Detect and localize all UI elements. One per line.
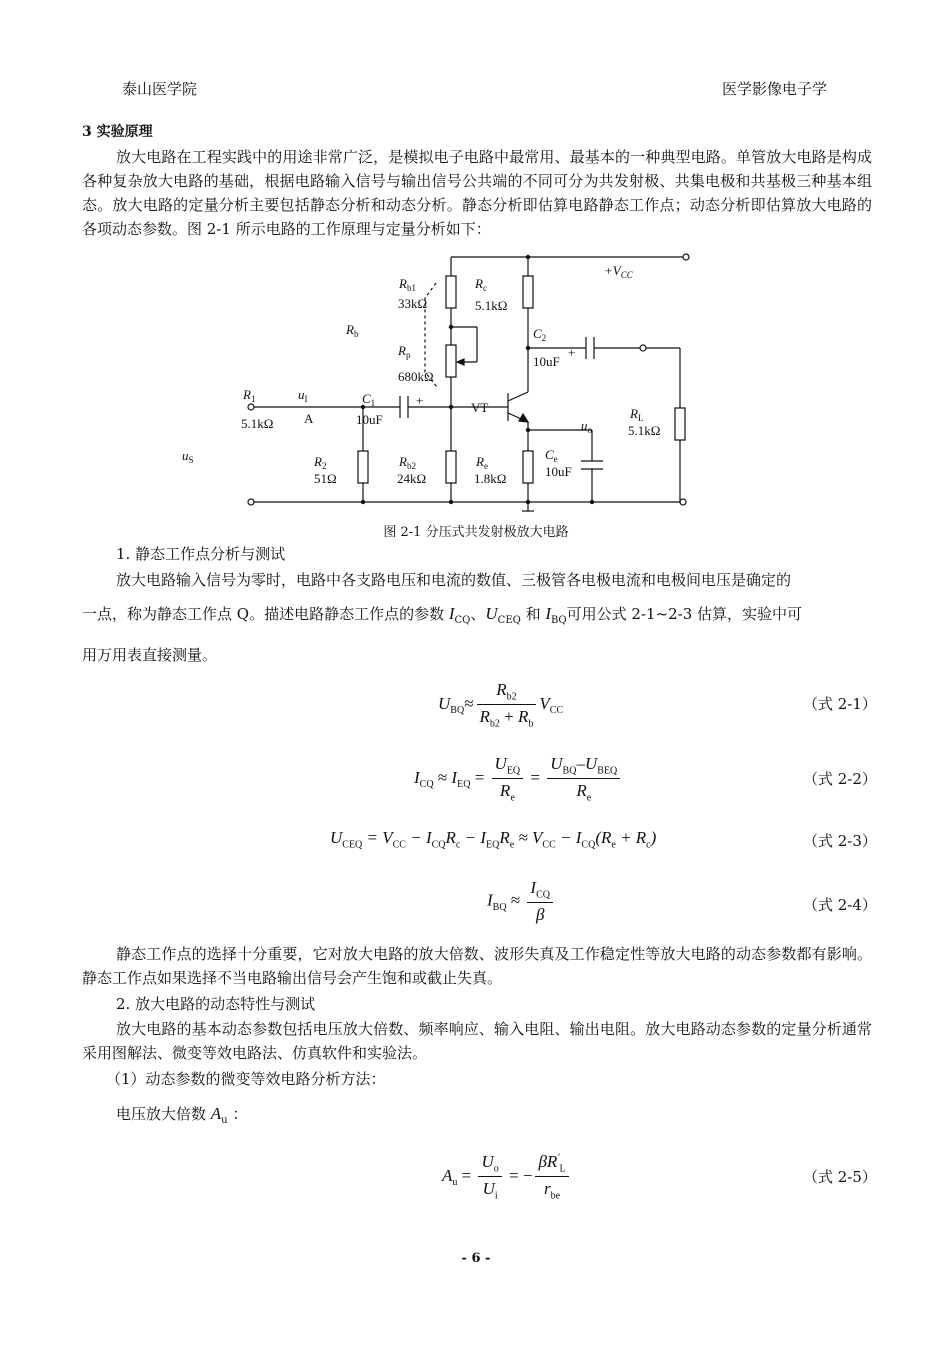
label-uo: u (581, 418, 588, 433)
s1-line1: 放大电路输入信号为零时，电路中各支路电压和电流的数值、三极管各电极电流和电极间电压是确定的 (116, 571, 792, 589)
equation-2-2: $I_{CQ} \approx I_{EQ}$ = $\frac{U_{EQ}}{R_e}$ = $\frac{U_{BQ}-U_{BEQ}}{R_e}$ (414, 754, 623, 804)
equation-2-5: $A_u$ = $\frac{U_o}{U_i}$ = − $\frac{\beta R'_L}{r_{be}}$ (442, 1152, 572, 1202)
equation-number-2-3: （式 2-3） (803, 832, 877, 850)
label-vt: VT (471, 400, 489, 415)
svg-text:uI: $u_I$ (298, 387, 308, 404)
svg-text:Rc: $R_c$ (475, 276, 487, 293)
s1-paragraph-2: 静态工作点的选择十分重要，它对放大电路的放大倍数、波形失真及工作稳定性等放大电路的动态参数都有影响。静态工作点如果选择不当电路输出信号会产生饱和或截止失真。 (82, 945, 872, 987)
label-c2-value: 10uF (533, 354, 560, 369)
label-rb1: R (399, 276, 407, 291)
equation-2-1: $U_{BQ}\approx$ $\frac{R_{b2}}{R_{b2} + R_b}$ $V_{CC}$ (438, 680, 564, 730)
label-rb2: R (399, 454, 407, 469)
s1-title: 1. 静态工作点分析与测试 (116, 545, 286, 563)
circuit-diagram (0, 0, 952, 540)
header-right: 医学影像电子学 (722, 80, 828, 98)
svg-text:R1: $R_1$ (243, 387, 256, 404)
svg-text:C2: $C_2$ (533, 326, 547, 343)
label-c1-plus: + (416, 393, 424, 408)
label-vcc: +V (604, 263, 621, 278)
label-rc: R (475, 276, 483, 291)
label-ui: u (298, 387, 305, 402)
label-rb: R (346, 322, 354, 337)
svg-text:RL: $R_L$ (630, 406, 644, 423)
label-ce-value: 10uF (545, 464, 572, 479)
label-ce: C (545, 447, 554, 462)
label-r1: R (243, 387, 251, 402)
label-c1: C (362, 391, 371, 406)
label-c1-value: 10uF (356, 412, 383, 427)
s2-title: 2. 放大电路的动态特性与测试 (116, 995, 316, 1013)
figure-caption: 图 2-1 分压式共发射极放大电路 (383, 525, 569, 540)
svg-text:Rb2: $R_{b2}$ (399, 454, 416, 471)
equation-2-4: $I_{BQ}$ ≈ $\frac{I_{CQ}}{\beta}$ (487, 878, 556, 925)
page-number: - 6 - (461, 1251, 491, 1266)
svg-text:Ce: $C_e$ (545, 447, 558, 464)
svg-text:uS: $u_S$ (182, 448, 194, 465)
label-r2: R (314, 454, 322, 469)
label-rl-value: 5.1kΩ (628, 423, 661, 438)
svg-text:Rp: $R_p$ (398, 343, 411, 360)
section-title: 3 实验原理 (82, 124, 153, 140)
label-rc-value: 5.1kΩ (475, 298, 508, 313)
label-ammeter: A (304, 411, 314, 426)
equation-number-2-1: （式 2-1） (803, 695, 877, 713)
label-re-value: 1.8kΩ (474, 471, 507, 486)
label-rl: R (630, 406, 638, 421)
label-rp: R (398, 343, 406, 358)
equation-number-2-2: （式 2-2） (803, 770, 877, 788)
svg-text:C1: $C_1$ (362, 391, 376, 408)
svg-text:Rb: $R_b$ (346, 322, 359, 339)
label-rp-value: 680kΩ (398, 369, 434, 384)
s2-gain-label: 电压放大倍数 $A_u$ ： (116, 1104, 248, 1126)
intro-paragraph: 放大电路在工程实践中的用途非常广泛，是模拟电子电路中最常用、最基本的一种典型电路。单管放大电路是构成各种复杂放大电路的基础，根据电路输入信号与输出信号公共端的不同可分为共发射极、共集电极和共基极三种基本组态。放大电路的定量分析主要包括静态分析和动态分析。静态分析即估算电路静态工作点；动态分析即估算放大电路的各项动态参数。图 2-1 所示电路的工作原理与定量分析如下： (82, 148, 872, 238)
equation-2-3: $U_{CEQ} = V_{CC} - I_{CQ}R_c - I_{EQ}R_e \approx V_{CC} - I_{CQ}(R_e + R_c)$ (330, 828, 657, 851)
header-left: 泰山医学院 (122, 80, 198, 98)
svg-text:uo: $u_o$ (581, 418, 592, 435)
s1-line3: 用万用表直接测量。 (82, 646, 218, 664)
equation-number-2-4: （式 2-4） (803, 896, 877, 914)
label-re: R (476, 454, 484, 469)
s2-paragraph-1: 放大电路的基本动态参数包括电压放大倍数、频率响应、输入电阻、输出电阻。放大电路动态参数的定量分析通常采用图解法、微变等效电路法、仿真软件和实验法。 (82, 1020, 872, 1062)
label-c2-plus: + (568, 345, 576, 360)
svg-text:Re: $R_e$ (476, 454, 488, 471)
label-us: u (182, 448, 189, 463)
s1-line2: 一点，称为静态工作点 Q。描述电路静态工作点的参数 $I_{CQ}$、$U_{CEQ}$ 和 $I_{BQ}$可用公式 2-1~2-3 估算，实验中可 (82, 604, 803, 626)
label-rb1-value: 33kΩ (398, 296, 428, 311)
s2-subheading: （1）动态参数的微变等效电路分析方法： (106, 1070, 386, 1088)
svg-text:Rb1: $R_{b1}$ (399, 276, 416, 293)
label-r1-value: 5.1kΩ (241, 416, 274, 431)
svg-text:R2: $R_2$ (314, 454, 327, 471)
label-rb2-value: 24kΩ (397, 471, 427, 486)
svg-text:+VCC: $+V_{CC}$ (604, 263, 633, 280)
label-r2-value: 51Ω (314, 471, 337, 486)
label-c2: C (533, 326, 542, 341)
equation-number-2-5: （式 2-5） (803, 1168, 877, 1186)
